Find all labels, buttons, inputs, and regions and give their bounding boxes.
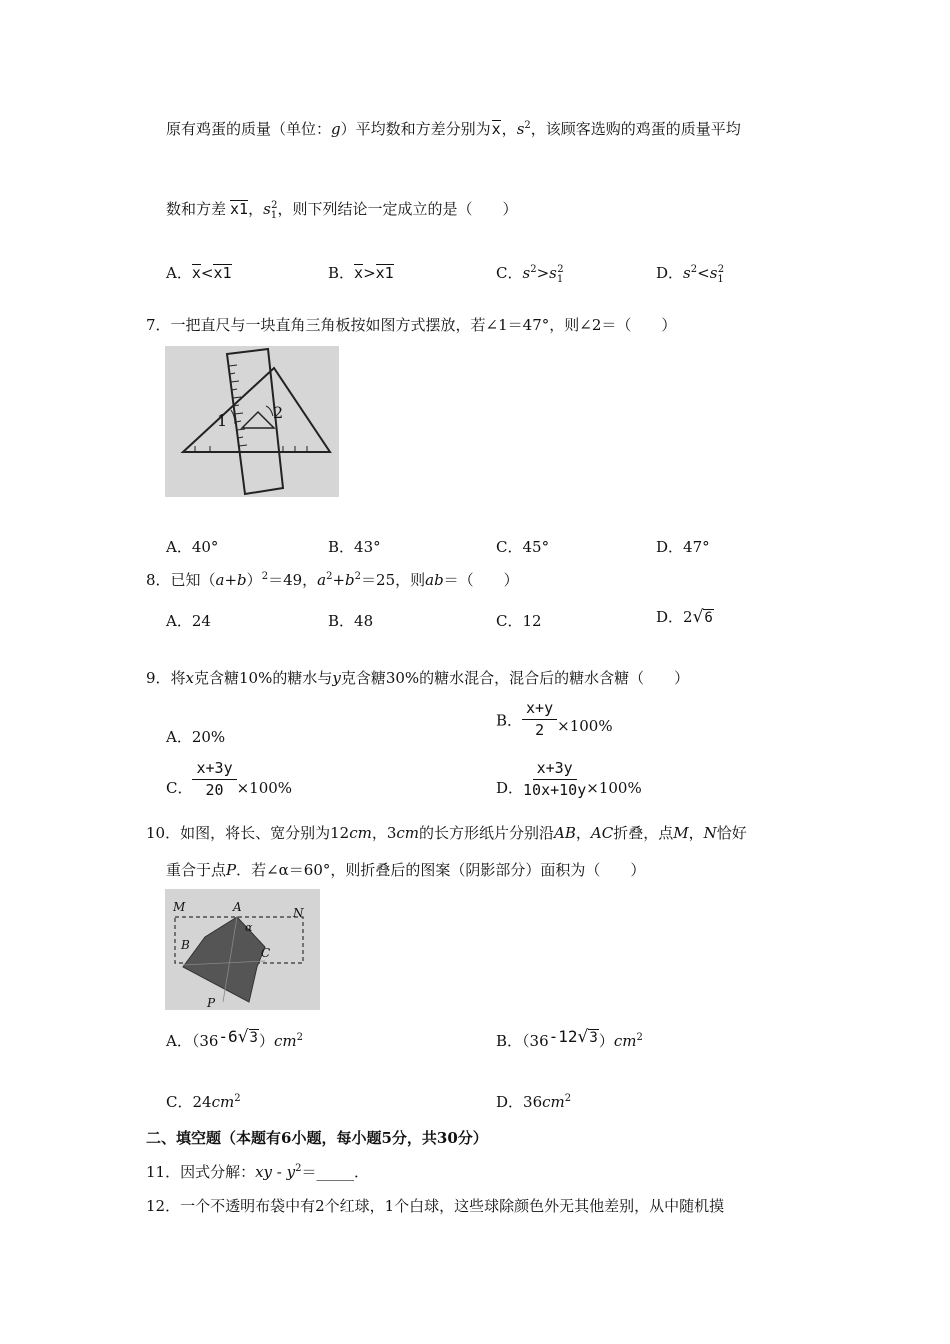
q7-option-a[interactable]: A．40° (166, 538, 219, 556)
ruler-triangle-diagram (165, 346, 339, 497)
q6-option-a[interactable]: A．x<x1 (166, 264, 232, 282)
q8-option-d[interactable]: D．2√6 (656, 607, 713, 627)
q10-option-a[interactable]: A．$(36-6√3)cm^2$ (166, 1027, 303, 1050)
q7-option-d[interactable]: D．47° (656, 538, 710, 556)
q9-stem: 9．将x克含糖10%的糖水与y克含糖30%的糖水混合，混合后的糖水含糖（ ） (146, 669, 690, 687)
q10-figure (165, 889, 320, 1010)
q11-stem: 11．因式分解：xy - $y^2=\_\_\_\_\_$． (146, 1163, 370, 1181)
svg-text:B: B (181, 938, 190, 952)
q6-option-d[interactable]: D．$s^2<s_1^2$ (656, 264, 725, 285)
svg-text:A: A (233, 900, 242, 914)
q10-option-c[interactable]: C．$24cm^2$ (166, 1093, 241, 1111)
q9-option-b[interactable]: B． $\frac{x+y}{2}$ ×100% (496, 699, 613, 740)
q10-line2: 重合于点P．若∠α＝60°，则折叠后的图案（阴影部分）面积为（ ） (166, 861, 646, 879)
svg-text:P: P (207, 996, 216, 1010)
section-2-title: 二、填空题（本题有6小题，每小题5分，共30分） (146, 1129, 488, 1147)
q6-line1: 原有鸡蛋的质量（单位：g）平均数和方差分别为x，$s^2$，该顾客选购的鸡蛋的质量平均 (166, 120, 741, 138)
svg-text:C: C (261, 946, 271, 960)
svg-text:α: α (245, 921, 253, 934)
q6-option-c[interactable]: C．$s^2>s_1^2$ (496, 264, 564, 285)
svg-text:M: M (173, 900, 186, 914)
q9-option-a[interactable]: A．20% (166, 728, 226, 746)
q7-figure (165, 346, 339, 497)
q10-line1: 10．如图，将长、宽分别为12cm，3cm的长方形纸片分别沿AB，AC折叠，点M，N恰好 (146, 824, 747, 842)
folded-paper-diagram (165, 889, 320, 1010)
q7-option-b[interactable]: B．43° (328, 538, 381, 556)
angle-2-label: 2 (273, 403, 284, 422)
q7-option-c[interactable]: C．45° (496, 538, 550, 556)
x-bar: x (491, 120, 501, 138)
q9-option-c[interactable]: C． $\frac{x+3y}{20}$ ×100% (166, 759, 293, 800)
q8-option-a[interactable]: A．24 (166, 612, 211, 630)
q8-stem: 8．已知$(a+b)^2=49$，$a^2+b^2=25$，则ab＝（ ） (146, 571, 519, 589)
q6-line2: 数和方差 x1，$s_1^2$，则下列结论一定成立的是（ ） (166, 200, 518, 221)
angle-1-label: 1 (217, 411, 228, 430)
q12-stem: 12．一个不透明布袋中有2个红球，1个白球，这些球除颜色外无其他差别，从中随机摸 (146, 1197, 725, 1215)
q10-option-b[interactable]: B．$(36-12√3)cm^2$ (496, 1027, 643, 1050)
q10-option-d[interactable]: D．$36cm^2$ (496, 1093, 572, 1111)
sqrt-icon: √ (692, 607, 704, 627)
svg-text:N: N (293, 906, 304, 920)
q7-stem: 7．一把直尺与一块直角三角板按如图方式摆放，若∠1＝47°，则∠2＝（ ） (146, 316, 677, 334)
x1-bar: x1 (230, 200, 249, 218)
q6-option-b[interactable]: B．x>x1 (328, 264, 394, 282)
q8-option-b[interactable]: B．48 (328, 612, 374, 630)
q9-option-d[interactable]: D． $\frac{x+3y}{10x+10y}$ ×100% (496, 759, 642, 800)
q8-option-c[interactable]: C．12 (496, 612, 542, 630)
